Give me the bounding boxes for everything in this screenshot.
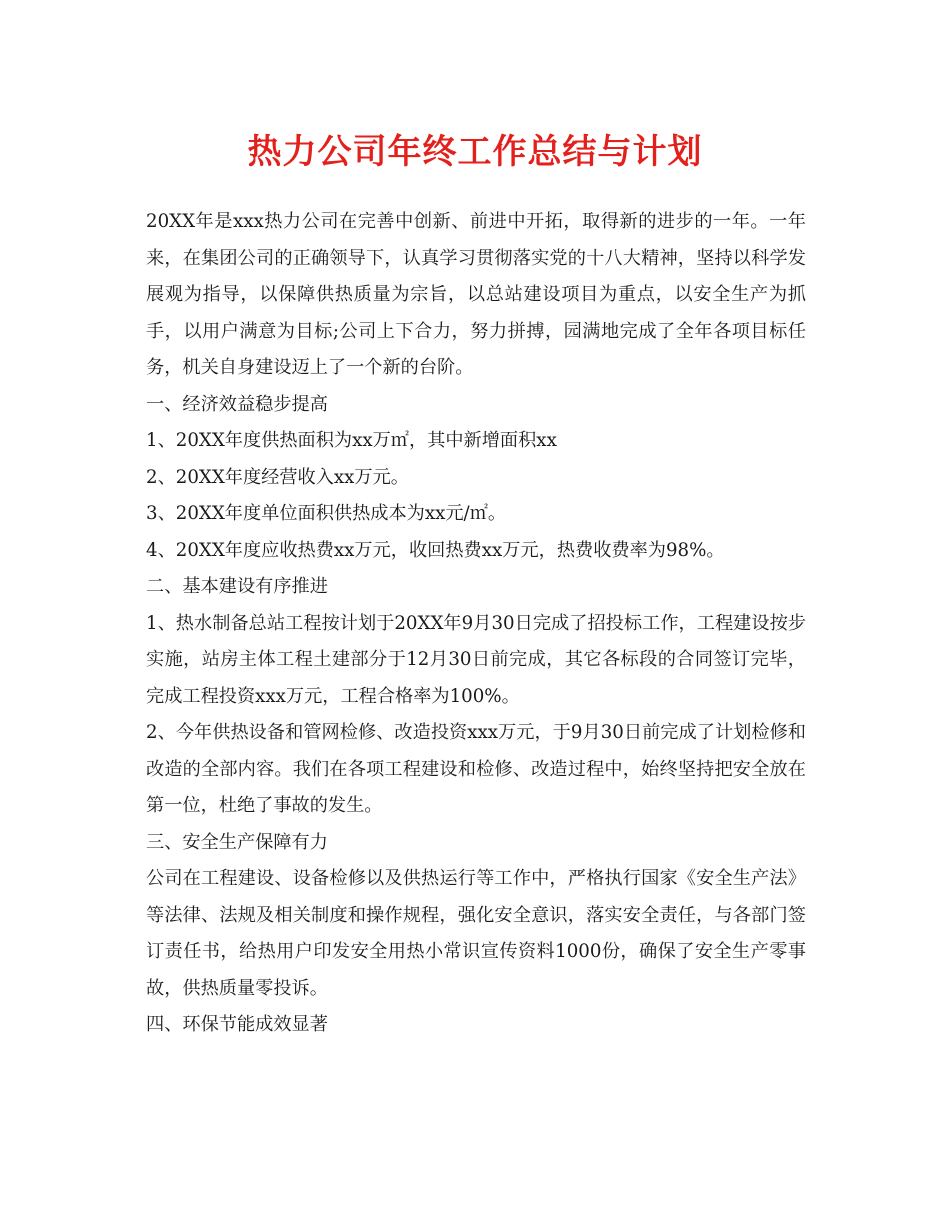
list-item: 2、今年供热设备和管网检修、改造投资xxx万元，于9月30日前完成了计划检修和改造的全部内容。我们在各项工程建设和检修、改造过程中，始终坚持把安全放在第一位，杜绝了事故的发生。 [146, 722, 806, 816]
section-heading-safety: 三、安全生产保障有力 [146, 831, 328, 853]
page-title: 热力公司年终工作总结与计划 [247, 132, 703, 172]
section-heading-construction: 二、基本建设有序推进 [146, 576, 328, 597]
paragraph-safety: 公司在工程建设、设备检修以及供热运行等工作中，严格执行国家《安全生产法》等法律、法规及相关制度和操作规程，强化安全意识，落实安全责任，与各部门签订责任书，给热用户印发安全用热小常识宣传资料1000份，确保了安全生产零事故，供热质量零投诉。 [146, 868, 806, 999]
document-body [146, 204, 806, 1044]
list-item: 1、热水制备总站工程按计划于20XX年9月30日完成了招投标工作，工程建设按步实施，站房主体工程土建部分于12月30日前完成，其它各标段的合同签订完毕，完成工程投资xxx万元，工程合格率为100%。 [146, 612, 806, 707]
list-item: 4、20XX年度应收热费xx万元，收回热费xx万元，热费收费率为98%。 [146, 539, 725, 561]
list-item: 2、20XX年度经营收入xx万元。 [146, 466, 409, 488]
paragraph-intro: 20XX年是xxx热力公司在完善中创新、前进中开拓，取得新的进步的一年。一年来，在集团公司的正确领导下，认真学习贯彻落实党的十八大精神，坚持以科学发展观为指导，以保障供热质量为宗旨，以总站建设项目为重点，以安全生产为抓手，以用户满意为目标;公司上下合力，努力拼搏，园满地完成了全年各项目标任务，机关自身建设迈上了一个新的台阶。 [146, 211, 806, 378]
list-item: 3、20XX年度单位面积供热成本为xx元/㎡。 [146, 503, 507, 524]
list-item: 1、20XX年度供热面积为xx万㎡，其中新增面积xx [146, 430, 557, 451]
section-heading-economic: 一、经济效益稳步提高 [146, 393, 328, 415]
section-heading-environment: 四、环保节能成效显著 [146, 1014, 328, 1035]
